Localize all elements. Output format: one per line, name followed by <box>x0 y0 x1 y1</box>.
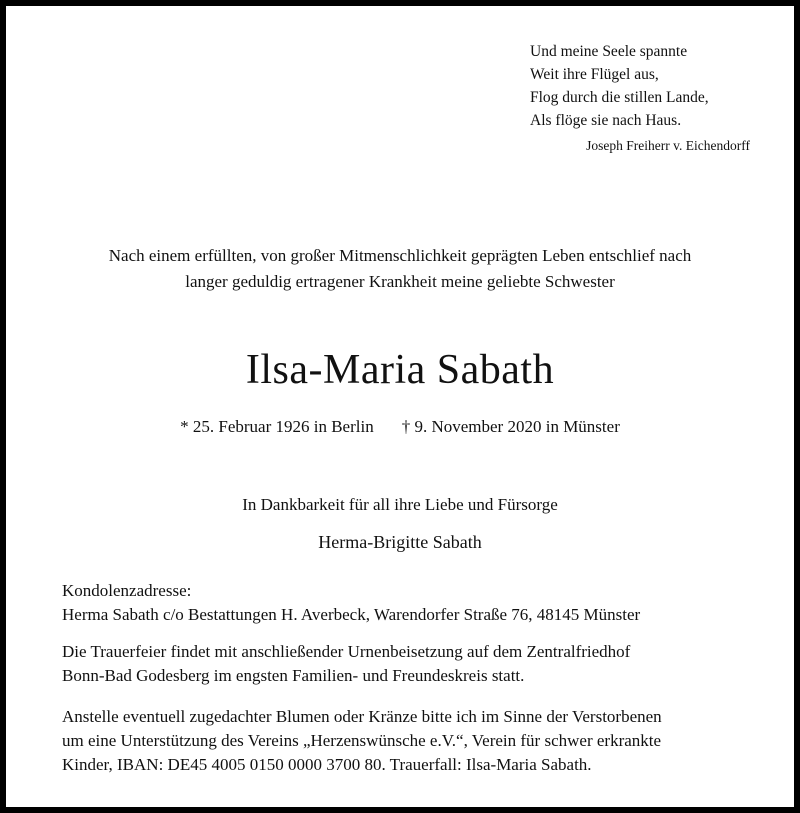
poem <box>530 40 709 132</box>
signer-name: Herma-Brigitte Sabath <box>318 532 482 552</box>
intro-line: Nach einem erfüllten, von großer Mitmenschlichkeit geprägten Leben entschlief nach <box>108 246 692 265</box>
poem-line: Als flöge sie nach Haus. <box>530 112 682 129</box>
poem-line: Weit ihre Flügel aus, <box>530 66 659 83</box>
donation-line: um eine Unterstützung des Vereins „Herzenswünsche e.V.“, Verein für schwer erkrankte <box>62 731 662 750</box>
ceremony-info <box>62 640 758 688</box>
obituary-notice <box>6 6 794 807</box>
condolence-label: Kondolenzadresse: <box>62 581 192 600</box>
deceased-name: Ilsa-Maria Sabath <box>245 347 555 393</box>
condolence-address-line: Herma Sabath c/o Bestattungen H. Averbeck, Warendorfer Straße 76, 48145 Münster <box>62 605 641 624</box>
ceremony-line: Bonn-Bad Godesberg im engsten Familien- und Freundeskreis statt. <box>62 666 525 685</box>
birth-date: * 25. Februar 1926 in Berlin <box>180 417 374 436</box>
thanks-line: In Dankbarkeit für all ihre Liebe und Fürsorge <box>242 495 558 514</box>
ceremony-line: Die Trauerfeier findet mit anschließender Urnenbeisetzung auf dem Zentralfriedhof <box>62 642 631 661</box>
poem-line: Flog durch die stillen Lande, <box>530 89 709 106</box>
intro-line: langer geduldig ertragener Krankheit meine geliebte Schwester <box>185 272 615 291</box>
donation-info <box>62 705 758 777</box>
life-dates <box>6 417 794 437</box>
poem-line: Und meine Seele spannte <box>530 43 688 60</box>
death-date: † 9. November 2020 in Münster <box>401 417 620 436</box>
donation-line: Anstelle eventuell zugedachter Blumen oder Kränze bitte ich im Sinne der Verstorbenen <box>62 707 662 726</box>
donation-line: Kinder, IBAN: DE45 4005 0150 0000 3700 80. Trauerfall: Ilsa-Maria Sabath. <box>62 755 592 774</box>
poem-author: Joseph Freiherr v. Eichendorff <box>586 138 750 153</box>
intro-text <box>6 243 794 295</box>
condolence-address <box>62 579 758 627</box>
